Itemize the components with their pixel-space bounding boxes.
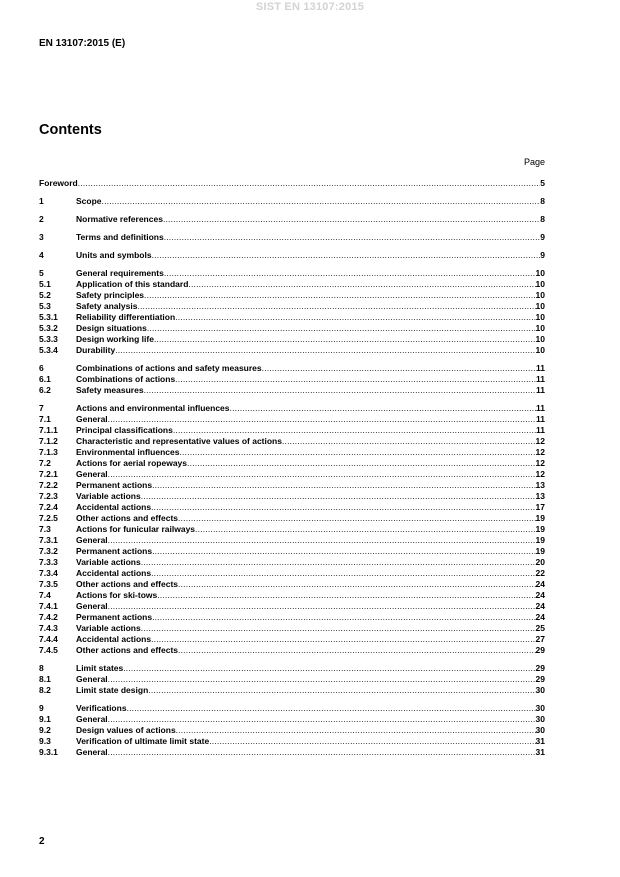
toc-entry-title[interactable]: Actions and environmental influences [76,403,230,413]
toc-entry-number: 5.3 [39,301,51,311]
toc-entry-page: 12 [535,436,545,446]
toc-entry-title[interactable]: General [76,747,108,757]
toc-entry-number: 7.4 [39,590,51,600]
toc-entry-title[interactable]: General [76,601,108,611]
toc-entry-page: 19 [535,513,545,523]
toc-entry[interactable] [39,385,545,396]
toc-entry-page: 10 [535,268,545,278]
toc-entry-page: 29 [535,663,545,673]
toc-entry[interactable] [39,663,545,674]
toc-entry[interactable] [39,232,545,243]
toc-entry-page: 24 [535,601,545,611]
toc-entry[interactable] [39,414,545,425]
toc-entry[interactable] [39,268,545,279]
toc-leader-dots [123,663,535,674]
toc-entry-page: 24 [535,590,545,600]
toc-entry-page: 29 [535,674,545,684]
toc-entry[interactable] [39,425,545,436]
toc-entry-title[interactable]: Actions for ski-tows [76,590,158,600]
toc-leader-dots [144,290,536,301]
toc-entry-number: 7.4.1 [39,601,58,611]
toc-entry-page: 25 [535,623,545,633]
toc-entry-title[interactable]: Design situations [76,323,147,333]
toc-entry-title[interactable]: Limit states [76,663,124,673]
toc-leader-dots [164,268,536,279]
toc-entry[interactable] [39,290,545,301]
toc-leader-dots [141,491,536,502]
toc-entry-number: 7.4.2 [39,612,58,622]
toc-entry-page: 11 [536,363,545,373]
toc-entry-page: 27 [535,634,545,644]
toc-leader-dots [152,250,541,261]
toc-entry-page: 10 [535,301,545,311]
toc-entry-number: 7.4.5 [39,645,58,655]
toc-entry[interactable] [39,491,545,502]
toc-entry-page: 10 [535,334,545,344]
toc-entry-number: 7.2.5 [39,513,58,523]
toc-leader-dots [108,601,536,612]
toc-entry[interactable] [39,579,545,590]
toc-entry[interactable] [39,374,545,385]
toc-leader-dots [151,634,535,645]
toc-entry-page: 11 [536,374,545,384]
toc-entry[interactable] [39,196,545,207]
toc-entry-title[interactable]: General [76,414,108,424]
toc-entry-title[interactable]: Safety principles [76,290,145,300]
toc-entry-title[interactable]: Limit state design [76,685,149,695]
toc-entry-number: 7.2 [39,458,51,468]
toc-entry[interactable] [39,301,545,312]
toc-entry-title[interactable]: Variable actions [76,623,141,633]
toc-entry-number: 8.2 [39,685,51,695]
toc-entry-page: 8 [540,196,545,206]
toc-entry-number: 9.1 [39,714,51,724]
toc-leader-dots [152,546,535,557]
toc-leader-dots [102,196,541,207]
toc-entry-number: 2 [39,214,44,224]
toc-entry-page: 30 [535,703,545,713]
toc-leader-dots [137,301,535,312]
toc-leader-dots [108,414,536,425]
toc-entry-number: 1 [39,196,44,206]
toc-entry-title[interactable]: Permanent actions [76,612,153,622]
toc-entry-page: 13 [535,480,545,490]
toc-entry-number: 7.2.4 [39,502,58,512]
toc-entry[interactable] [39,334,545,345]
toc-entry-page: 31 [535,747,545,757]
toc-entry-number: 7.3.2 [39,546,58,556]
toc-entry-page: 11 [536,414,545,424]
toc-entry-page: 29 [535,645,545,655]
toc-entry-title[interactable]: Design values of actions [76,725,176,735]
toc-leader-dots [179,447,535,458]
toc-leader-dots [178,579,536,590]
toc-entry-page: 12 [535,447,545,457]
toc-entry-title[interactable]: Permanent actions [76,480,153,490]
toc-leader-dots [176,725,536,736]
toc-entry-number: 7.3.3 [39,557,58,567]
toc-entry-number: 7.3.1 [39,535,58,545]
toc-entry-title[interactable]: Design working life [76,334,154,344]
toc-entry[interactable] [39,403,545,414]
toc-entry[interactable] [39,747,545,758]
toc-leader-dots [230,403,536,414]
toc-leader-dots [187,458,536,469]
toc-entry-title[interactable]: Verification of ultimate limit state [76,736,210,746]
toc-entry-number: 5.2 [39,290,51,300]
toc-entry-number: 7.3.5 [39,579,58,589]
toc-entry-number: 4 [39,250,44,260]
toc-entry[interactable] [39,363,545,374]
toc-entry-title[interactable]: Verifications [76,703,127,713]
toc-leader-dots [209,736,535,747]
toc-entry[interactable] [39,513,545,524]
toc-leader-dots [152,612,535,623]
toc-entry[interactable] [39,590,545,601]
toc-leader-dots [141,623,536,634]
toc-leader-dots [144,385,536,396]
toc-leader-dots [108,747,536,758]
toc-entry-title[interactable]: General requirements [76,268,164,278]
toc-entry-page: 9 [540,250,545,260]
toc-entry-title[interactable]: Actions for funicular railways [76,524,196,534]
toc-entry-number: 5 [39,268,44,278]
toc-entry-page: 20 [535,557,545,567]
toc-leader-dots [108,535,536,546]
toc-entry-page: 11 [536,385,545,395]
toc-leader-dots [163,214,540,225]
toc-entry[interactable] [39,725,545,736]
toc-leader-dots [154,334,536,345]
toc-entry-number: 5.3.3 [39,334,58,344]
toc-entry-title[interactable]: Environmental influences [76,447,180,457]
toc-entry[interactable] [39,436,545,447]
toc-leader-dots [127,703,536,714]
toc-entry-title[interactable]: Combinations of actions and safety measures [76,363,262,373]
toc-entry-page: 19 [535,546,545,556]
toc-entry-number: 7.2.2 [39,480,58,490]
toc-entry-number: 9.3 [39,736,51,746]
toc-entry-number: 9.3.1 [39,747,58,757]
toc-entry[interactable] [39,703,545,714]
toc-entry[interactable] [39,601,545,612]
toc-entry-title[interactable]: Principal classifications [76,425,173,435]
toc-entry-title[interactable]: Other actions and effects [76,645,179,655]
toc-entry-page: 19 [535,535,545,545]
toc-entry-number: 6 [39,363,44,373]
toc-entry[interactable] [39,535,545,546]
toc-leader-dots [151,568,535,579]
toc-entry[interactable] [39,178,545,189]
toc-leader-dots [175,312,535,323]
toc-entry[interactable] [39,557,545,568]
toc-entry-number: 7.4.4 [39,634,58,644]
toc-entry-number: 7.2.3 [39,491,58,501]
toc-entry-page: 13 [535,491,545,501]
toc-entry-number: 6.1 [39,374,51,384]
toc-entry[interactable] [39,250,545,261]
toc-entry-page: 17 [535,502,545,512]
toc-entry-page: 10 [535,312,545,322]
toc-entry[interactable] [39,524,545,535]
toc-leader-dots [173,425,536,436]
toc-entry-number: 8 [39,663,44,673]
toc-entry-page: 30 [535,685,545,695]
toc-entry-title[interactable]: General [76,674,108,684]
toc-entry-title[interactable]: Safety analysis [76,301,138,311]
toc-entry-title[interactable]: Combinations of actions [76,374,176,384]
toc-entry-page: 11 [536,425,545,435]
toc-entry[interactable] [39,480,545,491]
toc-entry-number: 9 [39,703,44,713]
toc-leader-dots [108,674,536,685]
toc-leader-dots [78,178,541,189]
toc-entry-title[interactable]: Permanent actions [76,546,153,556]
toc-entry[interactable] [39,634,545,645]
toc-entry[interactable] [39,623,545,634]
toc-entry-title[interactable]: Other actions and effects [76,579,179,589]
toc-entry-page: 24 [535,579,545,589]
toc-entry[interactable] [39,458,545,469]
toc-entry[interactable] [39,568,545,579]
toc-entry-title[interactable]: General [76,469,108,479]
toc-entry[interactable] [39,714,545,725]
toc-entry[interactable] [39,345,545,356]
toc-entry-number: 6.2 [39,385,51,395]
toc-entry-page: 24 [535,612,545,622]
toc-entry-page: 10 [535,323,545,333]
toc-entry-title[interactable]: Units and symbols [76,250,152,260]
toc-entry[interactable] [39,469,545,480]
toc-entry-title[interactable]: Characteristic and representative values of actions [76,436,282,446]
toc-entry-title[interactable]: Accidental actions [76,502,152,512]
toc-entry-number: 3 [39,232,44,242]
toc-entry[interactable] [39,323,545,334]
toc-entry[interactable] [39,279,545,290]
toc-entry-page: 10 [535,290,545,300]
toc-entry-title[interactable]: Variable actions [76,557,141,567]
toc-leader-dots [164,232,541,243]
toc-entry-title[interactable]: Accidental actions [76,634,152,644]
toc-leader-dots [148,685,535,696]
toc-entry-number: 7.3.4 [39,568,58,578]
toc-entry-title[interactable]: Normative references [76,214,163,224]
document-identifier: EN 13107:2015 (E) [39,38,126,49]
toc-entry-title[interactable]: Reliability differentiation [76,312,176,322]
toc-entry-number: 7.1.3 [39,447,58,457]
toc-entry-number: 5.1 [39,279,51,289]
toc-entry-number: 5.3.2 [39,323,58,333]
toc-entry[interactable] [39,736,545,747]
toc-entry-page: 31 [535,736,545,746]
toc-entry-title[interactable]: Terms and definitions [76,232,164,242]
toc-leader-dots [262,363,536,374]
toc-leader-dots [152,480,535,491]
toc-entry-page: 8 [540,214,545,224]
toc-entry[interactable] [39,447,545,458]
toc-entry-title[interactable]: Other actions and effects [76,513,179,523]
toc-leader-dots [195,524,536,535]
toc-entry-number: 7 [39,403,44,413]
toc-entry-page: 9 [540,232,545,242]
toc-leader-dots [108,714,536,725]
toc-leader-dots [188,279,535,290]
toc-entry[interactable] [39,502,545,513]
page-column-label: Page [523,157,545,167]
toc-leader-dots [147,323,536,334]
toc-entry-number: 7.4.3 [39,623,58,633]
toc-entry[interactable] [39,685,545,696]
toc-entry-title[interactable]: General [76,535,108,545]
toc-entry-number: 9.2 [39,725,51,735]
table-of-contents [39,178,545,758]
toc-leader-dots [141,557,536,568]
toc-leader-dots [108,469,536,480]
toc-entry-number: 7.2.1 [39,469,58,479]
toc-entry[interactable] [39,312,545,323]
toc-leader-dots [282,436,536,447]
watermark: SIST EN 13107:2015 [255,1,365,13]
toc-leader-dots [175,374,536,385]
toc-leader-dots [178,513,536,524]
toc-entry-page: 30 [535,725,545,735]
toc-entry-page: 10 [535,279,545,289]
toc-entry[interactable] [39,214,545,225]
toc-entry-number: 7.1.1 [39,425,58,435]
toc-entry-title[interactable]: Scope [76,196,102,206]
toc-entry-page: 11 [536,403,545,413]
toc-entry-page: 12 [535,469,545,479]
page-number: 2 [39,836,45,847]
toc-leader-dots [115,345,535,356]
toc-entry-title[interactable]: Application of this standard [76,279,189,289]
toc-entry[interactable] [39,674,545,685]
toc-entry-title[interactable]: Safety measures [76,385,144,395]
toc-entry-page: 19 [535,524,545,534]
toc-entry-title[interactable]: Accidental actions [76,568,152,578]
toc-entry-number: 7.3 [39,524,51,534]
toc-entry-page: 22 [535,568,545,578]
toc-entry[interactable] [39,546,545,557]
toc-entry-page: 5 [540,178,545,188]
toc-entry-number: 5.3.1 [39,312,58,322]
toc-entry-page: 30 [535,714,545,724]
toc-entry-title[interactable]: Actions for aerial ropeways [76,458,188,468]
toc-entry-title[interactable]: Variable actions [76,491,141,501]
toc-leader-dots [157,590,535,601]
toc-entry-number: 8.1 [39,674,51,684]
toc-entry-number: 7.1.2 [39,436,58,446]
toc-leader-dots [151,502,535,513]
toc-entry-number: 7.1 [39,414,51,424]
toc-entry[interactable] [39,612,545,623]
toc-entry-page: 10 [535,345,545,355]
toc-leader-dots [178,645,536,656]
toc-entry-page: 12 [535,458,545,468]
toc-entry[interactable] [39,645,545,656]
page-title: Contents [39,122,102,138]
toc-entry-title[interactable]: Durability [76,345,116,355]
toc-entry-title[interactable]: General [76,714,108,724]
toc-entry-title[interactable]: Foreword [39,178,78,188]
toc-entry-number: 5.3.4 [39,345,58,355]
